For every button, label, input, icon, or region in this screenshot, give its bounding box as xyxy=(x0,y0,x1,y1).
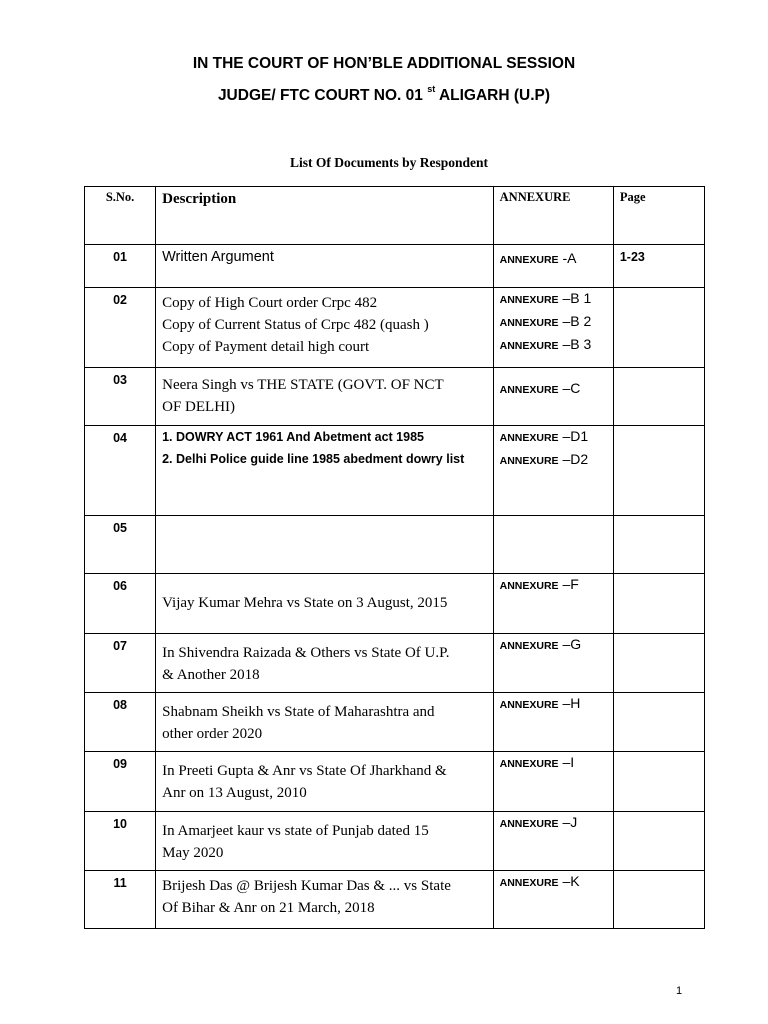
header-description xyxy=(156,187,494,245)
document-subtitle: List Of Documents by Respondent xyxy=(289,155,489,170)
annexure-label xyxy=(494,752,613,775)
cell-page xyxy=(613,871,704,929)
description-text xyxy=(156,634,493,686)
page-value xyxy=(614,516,704,526)
annexure-label xyxy=(494,311,613,334)
annexure-prefix: ANNEXURE xyxy=(499,580,559,592)
annexure-code: –B 2 xyxy=(558,313,592,329)
annexure-prefix: ANNEXURE xyxy=(499,384,559,396)
cell-description xyxy=(156,245,494,288)
annexure-prefix: ANNEXURE xyxy=(499,640,559,652)
cell-annexure xyxy=(493,634,613,693)
cell-description xyxy=(156,752,494,812)
cell-annexure xyxy=(493,574,613,634)
sno-text: 10 xyxy=(113,817,127,831)
description-line: Of Bihar & Anr on 21 March, 2018 xyxy=(162,900,375,916)
description-line: other order 2020 xyxy=(162,726,263,742)
description-text xyxy=(156,871,493,919)
cell-page xyxy=(613,812,704,871)
description-line: OF DELHI) xyxy=(162,399,236,415)
sno-text: 07 xyxy=(113,639,127,653)
header-annexure xyxy=(493,187,613,245)
cell-annexure xyxy=(493,368,613,426)
table-row xyxy=(85,426,705,516)
annexure-code: –G xyxy=(558,636,582,652)
sno-text: 11 xyxy=(113,876,127,890)
cell-annexure xyxy=(493,288,613,368)
cell-page xyxy=(613,368,704,426)
cell-annexure xyxy=(493,516,613,574)
sno-text: 02 xyxy=(113,293,127,307)
cell-page xyxy=(613,574,704,634)
description-text xyxy=(156,752,493,804)
table-row xyxy=(85,516,705,574)
page-value: 1-23 xyxy=(619,250,645,264)
annexure-code: –K xyxy=(558,873,580,889)
sno-text: 05 xyxy=(113,521,127,535)
cell-sno xyxy=(85,426,156,516)
annexure-label xyxy=(494,871,613,894)
description-line: Vijay Kumar Mehra vs State on 3 August, 2015 xyxy=(162,595,448,611)
cell-description xyxy=(156,634,494,693)
annexure-prefix: ANNEXURE xyxy=(499,317,559,329)
description-text xyxy=(156,245,493,269)
annexure-prefix: ANNEXURE xyxy=(499,877,559,889)
cell-annexure xyxy=(493,245,613,288)
cell-annexure xyxy=(493,812,613,871)
table-row xyxy=(85,812,705,871)
cell-sno xyxy=(85,634,156,693)
page-value xyxy=(614,871,704,881)
sno-text: 08 xyxy=(113,698,127,712)
header-sno xyxy=(85,187,156,245)
page-value xyxy=(614,752,704,762)
cell-sno xyxy=(85,245,156,288)
annexure-label xyxy=(494,334,613,357)
cell-page xyxy=(613,693,704,752)
sno-text: 06 xyxy=(113,579,127,593)
table-row xyxy=(85,574,705,634)
annexure-prefix: ANNEXURE xyxy=(499,818,559,830)
cell-sno xyxy=(85,812,156,871)
annexure-label xyxy=(494,288,613,311)
description-line: 2. Delhi Police guide line 1985 abedment dowry list xyxy=(162,452,465,466)
description-line: Anr on 13 August, 2010 xyxy=(162,785,307,801)
description-text xyxy=(156,426,493,470)
sno-text: 01 xyxy=(113,250,127,264)
description-text xyxy=(156,368,493,418)
annexure-label xyxy=(494,812,613,835)
table-header-row xyxy=(85,187,705,245)
cell-page xyxy=(613,516,704,574)
description-line: 1. DOWRY ACT 1961 And Abetment act 1985 xyxy=(162,430,424,444)
annexure-label xyxy=(494,634,613,657)
description-line: Copy of Current Status of Crpc 482 (quash ) xyxy=(162,317,429,333)
annexure-code: –D2 xyxy=(558,451,589,467)
annexure-prefix: ANNEXURE xyxy=(499,758,559,770)
description-line: In Amarjeet kaur vs state of Punjab dated 15 xyxy=(162,823,429,839)
description-line: Shabnam Sheikh vs State of Maharashtra and xyxy=(162,704,435,720)
header-annexure-label: ANNEXURE xyxy=(499,190,571,204)
description-text xyxy=(156,812,493,864)
annexure-code: –J xyxy=(558,814,578,830)
description-line: Written Argument xyxy=(162,249,274,265)
cell-sno xyxy=(85,368,156,426)
description-line: Copy of Payment detail high court xyxy=(162,339,370,355)
table-row xyxy=(85,871,705,929)
annexure-code: –D1 xyxy=(558,428,589,444)
annexure-code: –F xyxy=(558,576,579,592)
cell-description xyxy=(156,368,494,426)
annexure-prefix: ANNEXURE xyxy=(499,340,559,352)
sno-text: 03 xyxy=(113,373,127,387)
cell-sno xyxy=(85,288,156,368)
annexure-code: –C xyxy=(558,380,581,396)
description-line: & Another 2018 xyxy=(162,667,260,683)
cell-annexure xyxy=(493,871,613,929)
documents-table xyxy=(84,186,705,929)
annexure-prefix: ANNEXURE xyxy=(499,455,559,467)
table-row xyxy=(85,634,705,693)
annexure-prefix: ANNEXURE xyxy=(499,294,559,306)
cell-description xyxy=(156,516,494,574)
table-row xyxy=(85,693,705,752)
description-line: Brijesh Das @ Brijesh Kumar Das & ... vs State xyxy=(162,878,451,894)
cell-annexure xyxy=(493,693,613,752)
table-row xyxy=(85,245,705,288)
court-heading-sup: st xyxy=(427,84,436,94)
description-line: Copy of High Court order Crpc 482 xyxy=(162,295,378,311)
table-row xyxy=(85,288,705,368)
table-body xyxy=(85,245,705,929)
annexure-code: –B 1 xyxy=(558,290,592,306)
header-sno-label: S.No. xyxy=(105,190,135,204)
cell-sno xyxy=(85,516,156,574)
description-text xyxy=(156,574,493,614)
cell-page xyxy=(613,288,704,368)
cell-page xyxy=(613,634,704,693)
cell-description xyxy=(156,871,494,929)
description-line: In Shivendra Raizada & Others vs State Of U.P. xyxy=(162,645,450,661)
annexure-code: –I xyxy=(558,754,575,770)
annexure-code: –B 3 xyxy=(558,336,592,352)
annexure-label xyxy=(494,693,613,716)
cell-description xyxy=(156,812,494,871)
page-value xyxy=(614,574,704,584)
annexure-label xyxy=(494,574,613,597)
header-description-label: Description xyxy=(162,191,237,207)
cell-description xyxy=(156,288,494,368)
annexure-label xyxy=(494,378,613,401)
annexure-code: –H xyxy=(558,695,581,711)
cell-sno xyxy=(85,693,156,752)
page-value xyxy=(614,812,704,822)
cell-sno xyxy=(85,752,156,812)
page-number: 1 xyxy=(676,985,683,997)
description-line: Neera Singh vs THE STATE (GOVT. OF NCT xyxy=(162,377,444,393)
page-value xyxy=(614,368,704,378)
sno-text: 04 xyxy=(113,431,127,445)
page-value xyxy=(614,426,704,436)
court-heading-line2 xyxy=(0,86,768,105)
sno-text: 09 xyxy=(113,757,127,771)
cell-description xyxy=(156,574,494,634)
court-heading-main: JUDGE/ FTC COURT NO. 01 xyxy=(217,87,423,105)
cell-page xyxy=(613,752,704,812)
description-text xyxy=(156,693,493,745)
court-heading-end: ALIGARH (U.P) xyxy=(438,87,551,105)
annexure-prefix: ANNEXURE xyxy=(499,432,559,444)
description-line: In Preeti Gupta & Anr vs State Of Jharkhand & xyxy=(162,763,447,779)
description-line: May 2020 xyxy=(162,845,224,861)
cell-page xyxy=(613,245,704,288)
annexure-prefix: ANNEXURE xyxy=(499,254,559,266)
annexure-code: -A xyxy=(558,250,577,266)
annexure-prefix: ANNEXURE xyxy=(499,699,559,711)
header-page xyxy=(613,187,704,245)
court-heading-line1: IN THE COURT OF HON’BLE ADDITIONAL SESSION xyxy=(192,55,576,72)
description-text xyxy=(156,288,493,358)
cell-description xyxy=(156,693,494,752)
annexure-label xyxy=(494,449,613,472)
annexure-label xyxy=(494,248,613,271)
table-row xyxy=(85,368,705,426)
page-value xyxy=(614,693,704,703)
table-row xyxy=(85,752,705,812)
page-value xyxy=(614,634,704,644)
annexure-label xyxy=(494,426,613,449)
cell-page xyxy=(613,426,704,516)
page-value xyxy=(614,288,704,298)
cell-annexure xyxy=(493,426,613,516)
cell-description xyxy=(156,426,494,516)
cell-sno xyxy=(85,574,156,634)
header-page-label: Page xyxy=(619,190,646,204)
cell-sno xyxy=(85,871,156,929)
cell-annexure xyxy=(493,752,613,812)
